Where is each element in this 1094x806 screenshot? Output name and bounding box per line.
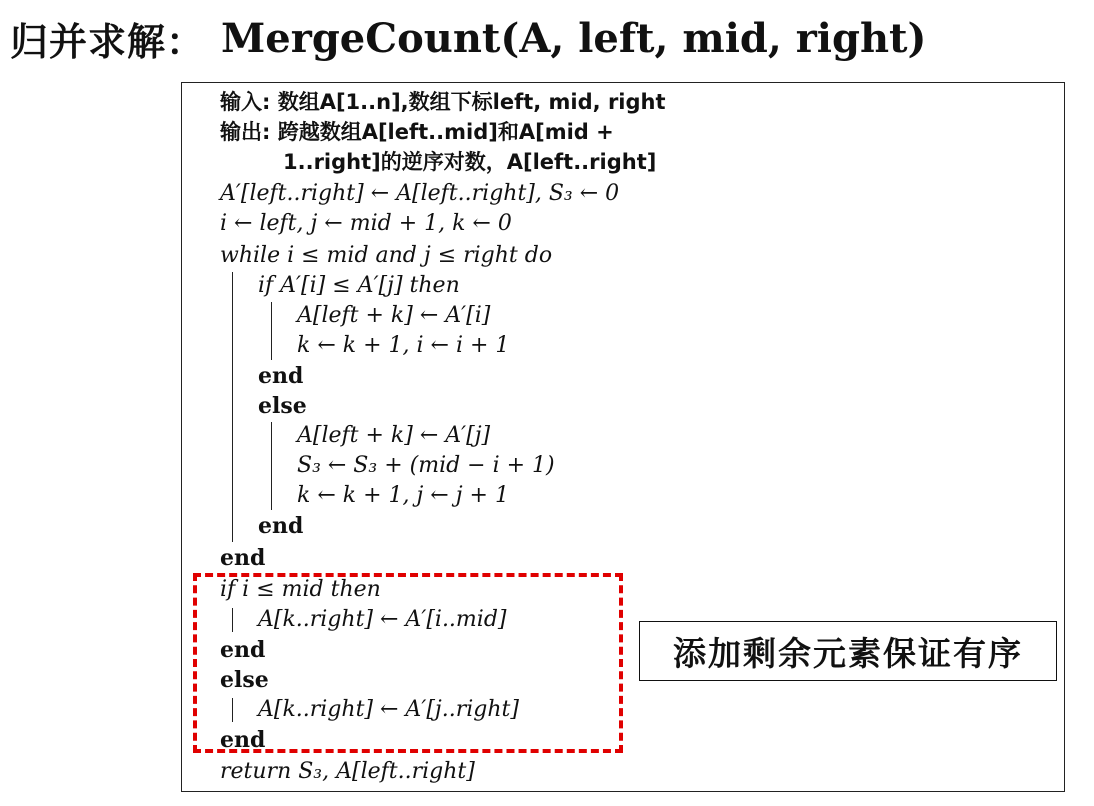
line-copy-left: A[k..right] ← A′[i..mid] xyxy=(258,607,507,632)
while-block-bar xyxy=(232,272,233,542)
algo-output-cont: 1..right]的逆序对数，A[left..right] xyxy=(283,150,657,174)
line-return: return S₃, A[left..right] xyxy=(220,759,475,784)
annotation-box xyxy=(639,621,1057,681)
else-block-bar xyxy=(271,422,272,510)
line-else: else xyxy=(258,393,307,419)
annotation-text: 添加剩余元素保证有序 xyxy=(673,633,1023,673)
line-end-if2: end xyxy=(220,637,266,663)
highlight-dashed-box xyxy=(193,573,623,753)
line-while: while i ≤ mid and j ≤ right do xyxy=(220,243,553,268)
line-s3-update: S₃ ← S₃ + (mid − i + 1) xyxy=(297,453,555,478)
title-label: 归并求解： xyxy=(10,19,206,64)
line-init-copy: A′[left..right] ← A[left..right], S₃ ← 0 xyxy=(220,181,620,206)
line-assign-j: A[left + k] ← A′[j] xyxy=(297,423,491,448)
line-end-while: end xyxy=(220,545,266,571)
line-if: if A′[i] ≤ A′[j] then xyxy=(258,273,460,298)
line-if-remaining: if i ≤ mid then xyxy=(220,577,381,602)
line-end-else: end xyxy=(258,513,304,539)
algo-input: 输入: 数组A[1..n],数组下标left, mid, right xyxy=(220,90,666,114)
line-end-else2: end xyxy=(220,727,266,753)
line-else2: else xyxy=(220,667,269,693)
line-copy-right: A[k..right] ← A′[j..right] xyxy=(258,697,519,722)
line-assign-i: A[left + k] ← A′[i] xyxy=(297,303,491,328)
title-function: MergeCount(A, left, mid, right) xyxy=(221,14,927,62)
if-block-bar xyxy=(271,302,272,360)
algo-output: 输出: 跨越数组A[left..mid]和A[mid + xyxy=(220,120,614,144)
line-inc-i: k ← k + 1, i ← i + 1 xyxy=(297,333,510,358)
line-init-indices: i ← left, j ← mid + 1, k ← 0 xyxy=(220,211,512,236)
line-inc-j: k ← k + 1, j ← j + 1 xyxy=(297,483,509,508)
line-end-if: end xyxy=(258,363,304,389)
slide-title xyxy=(10,8,926,68)
